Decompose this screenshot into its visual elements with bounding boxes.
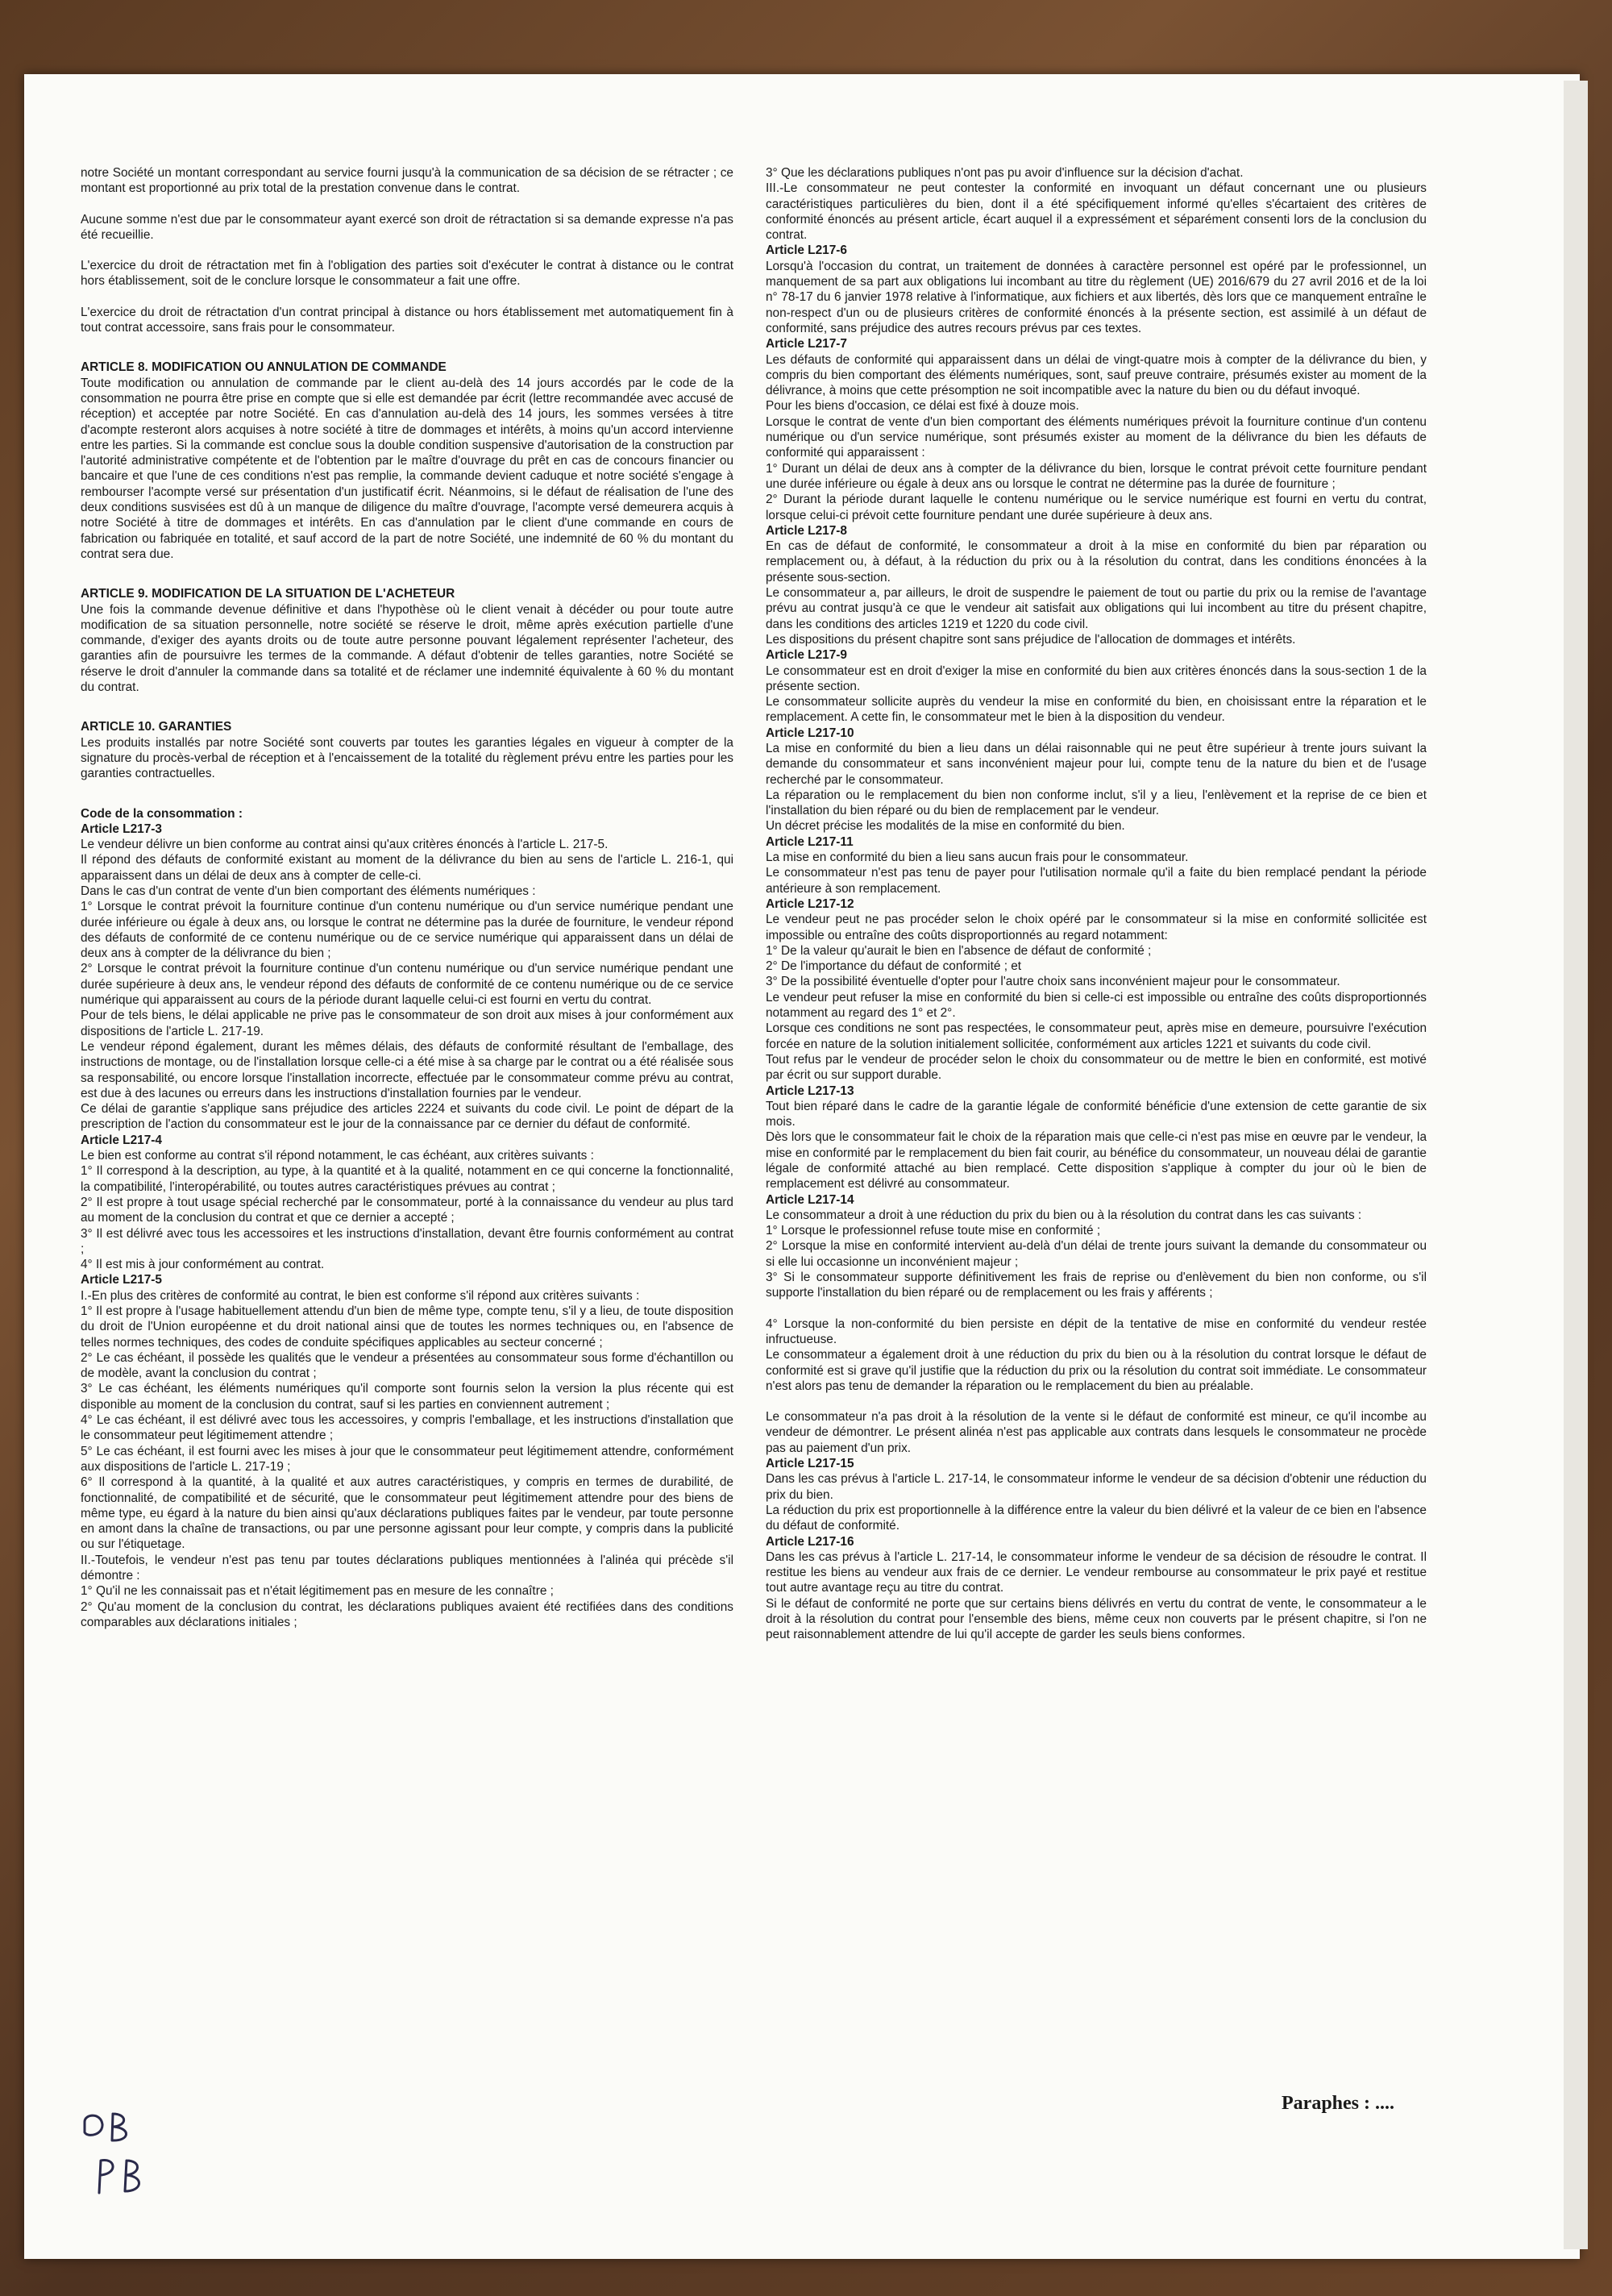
- paragraph: Tout refus par le vendeur de procéder selon le choix du consommateur ou de mettre le bien en conformité, est motivé par écrit ou sur support durable.: [766, 1052, 1427, 1083]
- article-heading: Article L217-15: [766, 1457, 854, 1471]
- paragraph: Le consommateur est en droit d'exiger la mise en conformité du bien aux critères énoncés dans la sous-section 1 de la présente section.: [766, 663, 1427, 693]
- paragraph: Pour les biens d'occasion, ce délai est fixé à douze mois.: [766, 399, 1079, 414]
- paragraph: 5° Le cas échéant, il est fourni avec les mises à jour que le consommateur peut légitimement attendre, conformément aux dispositions de l'article L. 217-19 ;: [81, 1444, 733, 1474]
- paragraph: 2° Lorsque la mise en conformité intervient au-delà d'un délai de trente jours suivant la demande du consommateur ou si elle lui occasionne un inconvénient majeur ;: [766, 1239, 1427, 1269]
- section-heading: Code de la consommation :: [81, 806, 243, 821]
- paragraph: 1° De la valeur qu'aurait le bien en l'absence de défaut de conformité ;: [766, 943, 1152, 958]
- paragraph: 4° Lorsque la non-conformité du bien persiste en dépit de la tentative de mise en conformité du vendeur restée infructueuse.: [766, 1316, 1427, 1346]
- paragraph: Le vendeur peut ne pas procéder selon le choix opéré par le consommateur si la mise en conformité sollicitée est impossible ou entraîne des coûts disproportionnés au regard notamment:: [766, 913, 1427, 942]
- paragraph: Si le défaut de conformité ne porte que sur certains biens délivrés en vertu du contrat de vente, le consommateur a le droit à la résolution du contrat pour l'ensemble des biens, même ceux non couverts par le présent chapitre, si l'on ne peut raisonnablement attendre de lui qu'il accepte de garder les seuls biens conformes.: [766, 1596, 1427, 1642]
- paragraph: 2° Il est propre à tout usage spécial recherché par le consommateur, porté à la connaissance du vendeur au plus tard au moment de la conclusion du contrat et que ce dernier a accepté ;: [81, 1195, 733, 1225]
- article-heading: Article L217-5: [81, 1273, 162, 1287]
- paragraph: La mise en conformité du bien a lieu dans un délai raisonnable qui ne peut être supérieur à trente jours suivant la demande du consommateur et sans inconvénient majeur pour lui, compte tenu de la nature du bien et de l'usage recherché par le consommateur.: [766, 741, 1427, 787]
- paragraph: Le consommateur a droit à une réduction du prix du bien ou à la résolution du contrat dans les cas suivants :: [766, 1208, 1362, 1222]
- paragraph: Le consommateur a, par ailleurs, le droit de suspendre le paiement de tout ou partie du prix ou la remise de l'avantage prévu au contrat jusqu'à ce que le vendeur ait satisfait aux obligations qui lui incombent au titre du présent chapitre, dans les conditions des articles 1219 et 1220 du code civil.: [766, 586, 1427, 631]
- paragraph: 1° Lorsque le professionnel refuse toute mise en conformité ;: [766, 1224, 1101, 1238]
- paragraph: 3° Si le consommateur supporte définitivement les frais de reprise ou d'enlèvement du bien non conforme, ou s'il supporte l'installation du bien réparé ou de remplacement ou les frais y afférents ;: [766, 1271, 1427, 1300]
- paragraph: Le vendeur délivre un bien conforme au contrat ainsi qu'aux critères énoncés à l'article L. 217-5.: [81, 838, 609, 852]
- paragraph: Il répond des défauts de conformité existant au moment de la délivrance du bien au sens de l'article L. 216-1, qui apparaissent dans un délai de deux ans à compter de celle-ci.: [81, 853, 733, 883]
- section-heading: ARTICLE 8. MODIFICATION OU ANNULATION DE COMMANDE: [81, 360, 447, 375]
- paragraph: Lorsqu'à l'occasion du contrat, un traitement de données à caractère personnel est opéré par le professionnel, un manquement de sa part aux obligations lui incombant au titre du règlement (UE) 2016/679 du 27 avril 2016 et de la loi n° 78-17 du 6 janvier 1978 relative à l'informatique, aux fichiers et aux libertés, dès lors que ce manquement entraîne le non-respect d'un ou de plusieurs critères de conformité énoncés à la présente section, est assimilé à un défaut de conformité, sans préjudice des autres recours prévus par ces textes.: [766, 259, 1427, 335]
- paragraph: III.-Le consommateur ne peut contester la conformité en invoquant un défaut concernant une ou plusieurs caractéristiques particulières du bien, dont il a été spécifiquement informé qu'elles s'écartaient des critères de conformité énoncés au présent article, écart auquel il a expressément et séparément consenti lors de la conclusion du contrat.: [766, 181, 1427, 243]
- section-heading: ARTICLE 9. MODIFICATION DE LA SITUATION DE L'ACHETEUR: [81, 587, 455, 601]
- paragraph: Dans les cas prévus à l'article L. 217-14, le consommateur informe le vendeur de sa décision de résoudre le contrat. Il restitue les biens au vendeur aux frais de ce dernier. Le vendeur rembourse au consommateur le prix payé et restitue tout autre avantage reçu au titre du contrat.: [766, 1549, 1427, 1595]
- paragraph: Le consommateur sollicite auprès du vendeur la mise en conformité du bien, en choisissant entre la réparation et le remplacement. A cette fin, le consommateur met le bien à la disposition du vendeur.: [766, 695, 1427, 725]
- paragraph: Un décret précise les modalités de la mise en conformité du bien.: [766, 819, 1125, 834]
- paragraph: 3° Que les déclarations publiques n'ont pas pu avoir d'influence sur la décision d'achat.: [766, 166, 1244, 180]
- article-heading: Article L217-11: [766, 834, 854, 849]
- paragraph: 2° De l'importance du défaut de conformité ; et: [766, 959, 1022, 974]
- paragraph: Lorsque ces conditions ne sont pas respectées, le consommateur peut, après mise en demeure, poursuivre l'exécution forcée en nature de la solution initialement sollicitée, conformément aux articles 1221 et suivants du code civil.: [766, 1021, 1427, 1051]
- paragraph: Le bien est conforme au contrat s'il répond notamment, le cas échéant, aux critères suivants :: [81, 1149, 594, 1163]
- left-column: [81, 165, 733, 2132]
- paragraph: Les défauts de conformité qui apparaissent dans un délai de vingt-quatre mois à compter de la délivrance du bien, y compris du bien comportant des éléments numériques, sont, sauf preuve contraire, présumés exister au moment de la délivrance, à moins que cette présomption ne soit incompatible avec la nature du bien ou du défaut invoqué.: [766, 352, 1427, 398]
- paragraph: La réduction du prix est proportionnelle à la différence entre la valeur du bien délivré et la valeur de ce bien en l'absence du défaut de conformité.: [766, 1503, 1427, 1533]
- paragraph: 1° Il est propre à l'usage habituellement attendu d'un bien de même type, compte tenu, s'il y a lieu, de toute disposition du droit de l'Union européenne et du droit national ainsi que de toutes les normes techniques ou, en l'absence de telles normes techniques, des codes de conduite spécifiques applicables au secteur concerné ;: [81, 1304, 733, 1350]
- paragraph: notre Société un montant correspondant au service fourni jusqu'à la communication de sa décision de se rétracter ; ce montant est proportionné au prix total de la prestation convenue dans le contrat.: [81, 166, 733, 196]
- paragraph: En cas de défaut de conformité, le consommateur a droit à la mise en conformité du bien par réparation ou remplacement ou, à défaut, à la réduction du prix ou à la résolution du contrat, dans les conditions énoncées à la présente sous-section.: [766, 539, 1427, 584]
- paragraph: Les dispositions du présent chapitre sont sans préjudice de l'allocation de dommages et intérêts.: [766, 632, 1296, 647]
- paragraph: Dès lors que le consommateur fait le choix de la réparation mais que celle-ci n'est pas mise en œuvre par le vendeur, la mise en conformité par le remplacement du bien fait courir, au bénéfice du consommateur, un nouveau délai de garantie légale de conformité attaché au bien remplacé. Cette disposition s'applique à compter du jour où le bien de remplacement est délivré au consommateur.: [766, 1130, 1427, 1192]
- paragraph: La réparation ou le remplacement du bien non conforme inclut, s'il y a lieu, l'enlèvement et la reprise de ce bien et l'installation du bien réparé ou du bien de remplacement par le vendeur.: [766, 788, 1427, 818]
- paragraph: Dans les cas prévus à l'article L. 217-14, le consommateur informe le vendeur de sa décision d'obtenir une réduction du prix du bien.: [766, 1472, 1427, 1502]
- paragraph: 2° Le cas échéant, il possède les qualités que le vendeur a présentées au consommateur sous forme d'échantillon ou de modèle, avant la conclusion du contrat ;: [81, 1350, 733, 1381]
- section-heading: ARTICLE 10. GARANTIES: [81, 720, 232, 734]
- paragraph: Le vendeur répond également, durant les mêmes délais, des défauts de conformité résultant de l'emballage, des instructions de montage, ou de l'installation lorsque celle-ci a été mise à sa charge par le contrat ou a été réalisée sous sa responsabilité, ou encore lorsque l'installation incorrecte, effectuée par le consommateur comme prévu au contrat, est due à des lacunes ou erreurs dans les instructions d'installation fournies par le vendeur.: [81, 1039, 733, 1100]
- article-heading: Article L217-13: [766, 1084, 854, 1098]
- paragraph: 4° Le cas échéant, il est délivré avec tous les accessoires, y compris l'emballage, et les instructions d'installation que le consommateur peut légitimement attendre ;: [81, 1413, 733, 1443]
- paraphes-label: Paraphes : ....: [1282, 2093, 1394, 2114]
- paragraph: 1° Qu'il ne les connaissait pas et n'était légitimement pas en mesure de les connaître ;: [81, 1584, 554, 1599]
- paragraph: Pour de tels biens, le délai applicable ne prive pas le consommateur de son droit aux mises à jour conformément aux dispositions de l'article L. 217-19.: [81, 1009, 733, 1038]
- paragraph: Une fois la commande devenue définitive et dans l'hypothèse où le client venait à décéder ou pour toute autre modification de sa situation personnelle, notre société se réserve le droit, même après exécution partielle d'une commande, d'exiger des ayants droits ou de toute autre personne pouvant légalement représenter l'acheteur, des garanties afin de poursuivre les termes de la commande. A défaut d'obtenir de telles garanties, notre Société se réserve le droit d'annuler la commande dans sa totalité et de réclamer une indemnité équivalente à 60 % du montant du contrat.: [81, 602, 733, 695]
- paragraph: Le consommateur a également droit à une réduction du prix du bien ou à la résolution du contrat lorsque le défaut de conformité est si grave qu'il justifie que la réduction du prix ou la résolution du contrat soit immédiate. Le consommateur n'est alors pas tenu de demander la réparation ou le remplacement du bien au préalable.: [766, 1348, 1427, 1393]
- paragraph: 2° Lorsque le contrat prévoit la fourniture continue d'un contenu numérique ou d'un service numérique pendant une durée supérieure à deux ans, le vendeur répond des défauts de conformité de ce contenu numérique ou de ce service numérique qui apparaissent au cours de la période durant laquelle celui-ci est fourni en vertu du contrat.: [81, 962, 733, 1008]
- paragraph: 3° Le cas échéant, les éléments numériques qu'il comporte sont fournis selon la version la plus récente qui est disponible au moment de la conclusion du contrat, sauf si les parties en conviennent autrement ;: [81, 1382, 733, 1412]
- paragraph: 2° Qu'au moment de la conclusion du contrat, les déclarations publiques avaient été rectifiées dans des conditions comparables aux déclarations initiales ;: [81, 1599, 733, 1629]
- paragraph: 3° De la possibilité éventuelle d'opter pour l'autre choix sans inconvénient majeur pour le consommateur.: [766, 975, 1340, 989]
- article-heading: Article L217-10: [766, 726, 854, 740]
- paragraph: Ce délai de garantie s'applique sans préjudice des articles 2224 et suivants du code civil. Le point de départ de la prescription de l'action du consommateur est le jour de la connaissance par ce dernier du défaut de conformité.: [81, 1102, 733, 1132]
- paragraph: Aucune somme n'est due par le consommateur ayant exercé son droit de rétractation si sa demande expresse n'a pas été recueillie.: [81, 212, 733, 242]
- handwritten-initials: [77, 2104, 181, 2225]
- article-heading: Article L217-8: [766, 523, 847, 538]
- article-heading: Article L217-14: [766, 1192, 854, 1207]
- paragraph: II.-Toutefois, le vendeur n'est pas tenu par toutes déclarations publiques mentionnées à l'alinéa qui précède s'il démontre :: [81, 1553, 733, 1583]
- paragraph: 2° Durant la période durant laquelle le contenu numérique ou le service numérique est fourni en vertu du contrat, lorsque celui-ci prévoit cette fourniture pendant une durée supérieure à deux ans.: [766, 493, 1427, 522]
- paragraph: I.-En plus des critères de conformité au contrat, le bien est conforme s'il répond aux critères suivants :: [81, 1288, 640, 1303]
- article-heading: Article L217-9: [766, 648, 847, 663]
- paragraph: Les produits installés par notre Société sont couverts par toutes les garanties légales en vigueur à compter de la signature du procès-verbal de réception et à l'encaissement de la totalité du règlement prévu entre les parties pour les garanties contractuelles.: [81, 735, 733, 781]
- article-heading: Article L217-12: [766, 896, 854, 911]
- paragraph: Le vendeur peut refuser la mise en conformité du bien si celle-ci est impossible ou entraîne des coûts disproportionnés notamment au regard des 1° et 2°.: [766, 990, 1427, 1021]
- paragraph: L'exercice du droit de rétractation d'un contrat principal à distance ou hors établissement met automatiquement fin à tout contrat accessoire, sans frais pour le consommateur.: [81, 305, 733, 335]
- article-heading: Article L217-3: [81, 821, 162, 836]
- paragraph: 3° Il est délivré avec tous les accessoires et les instructions d'installation, devant être fournis conformément au contrat ;: [81, 1226, 733, 1256]
- paragraph: La mise en conformité du bien a lieu sans aucun frais pour le consommateur.: [766, 851, 1189, 865]
- article-heading: Article L217-6: [766, 243, 847, 258]
- paragraph: Le consommateur n'a pas droit à la résolution de la vente si le défaut de conformité est mineur, ce qu'il incombe au vendeur de démontrer. Le présent alinéa n'est pas applicable aux contrats dans lesquels le consommateur ne procède pas au paiement d'un prix.: [766, 1410, 1427, 1455]
- paragraph: Dans le cas d'un contrat de vente d'un bien comportant des éléments numériques :: [81, 884, 536, 898]
- paragraph: 1° Il correspond à la description, au type, à la quantité et à la qualité, notamment en ce qui concerne la fonctionnalité, la compatibilité, l'interopérabilité, ou toutes autres caractéristiques prévues au contrat ;: [81, 1164, 733, 1194]
- paragraph: Toute modification ou annulation de commande par le client au-delà des 14 jours accordés par le code de la consommation ne pourra être prise en compte que si elle est demandée par écrit (lettre recommandée avec accusé de réception) et acceptée par notre Société. En cas d'annulation au-delà des 14 jours, les sommes versées à titre d'acompte resteront alors acquises à notre société à titre de dommages et intérêts, à moins qu'un accord intervienne entre les parties. Si la commande est conclue sous la double condition suspensive d'autorisation de la construction par l'autorité administrative compétente et de l'obtention par le maître d'ouvrage du prêt en cas de concours financier ou bancaire et que l'une de ces conditions n'est pas remplie, la commande devient caduque et notre société s'engage à rembourser l'acompte versé sur présentation d'un justificatif écrit. Néanmoins, si le défaut de réalisation de l'une des deux conditions susvisées est dû à un manque de diligence du maître d'ouvrage, l'acompte versé demeurera acquis à notre Société à titre de dommages et intérêts. En cas d'annulation par le client d'une commande en cours de fabrication ou fabriquée en totalité, et sauf accord de la part de notre Société, une indemnité de 60 % du montant du contrat sera due.: [81, 376, 733, 561]
- right-column: [766, 165, 1427, 2132]
- paragraph: 1° Durant un délai de deux ans à compter de la délivrance du bien, lorsque le contrat prévoit cette fourniture pendant une durée inférieure ou égale à deux ans ou lorsque le contrat ne détermine pas la durée de fourniture ;: [766, 461, 1427, 491]
- paragraph: Tout bien réparé dans le cadre de la garantie légale de conformité bénéficie d'une extension de cette garantie de six mois.: [766, 1099, 1427, 1129]
- paragraph: 1° Lorsque le contrat prévoit la fourniture continue d'un contenu numérique ou d'un service numérique pendant une durée inférieure ou égale à deux ans, ou lorsque le contrat ne détermine pas la durée de fourniture, le vendeur répond des défauts de conformité de ce contenu numérique ou de ce service numérique qui apparaissent dans un délai de deux ans à compter de la délivrance du bien ;: [81, 900, 733, 961]
- paragraph: 4° Il est mis à jour conformément au contrat.: [81, 1258, 325, 1272]
- paragraph: Lorsque le contrat de vente d'un bien comportant des éléments numériques prévoit la fourniture continue d'un contenu numérique ou d'un service numérique, sont présumés exister au moment de la délivrance du bien les défauts de conformité qui apparaissent :: [766, 414, 1427, 460]
- paragraph: 6° Il correspond à la quantité, à la qualité et aux autres caractéristiques, y compris en termes de durabilité, de fonctionnalité, de compatibilité et de sécurité, que le consommateur peut légitimement attendre pour des biens de même type, eu égard à la nature du bien ainsi qu'aux déclarations publiques faites par le vendeur, par toute personne en amont dans la chaîne de transactions, ou par une personne agissant pour leur compte, y compris dans la publicité ou sur l'étiquetage.: [81, 1475, 733, 1552]
- page-edge: [1564, 81, 1588, 2249]
- paragraph: Le consommateur n'est pas tenu de payer pour l'utilisation normale qu'il a faite du bien remplacé pendant la période antérieure à son remplacement.: [766, 866, 1427, 896]
- article-heading: Article L217-16: [766, 1534, 854, 1549]
- article-heading: Article L217-7: [766, 337, 847, 351]
- article-heading: Article L217-4: [81, 1133, 162, 1147]
- paragraph: L'exercice du droit de rétractation met fin à l'obligation des parties soit d'exécuter le contrat à distance ou le contrat hors établissement, soit de le conclure lorsque le consommateur a fait une offre.: [81, 259, 733, 289]
